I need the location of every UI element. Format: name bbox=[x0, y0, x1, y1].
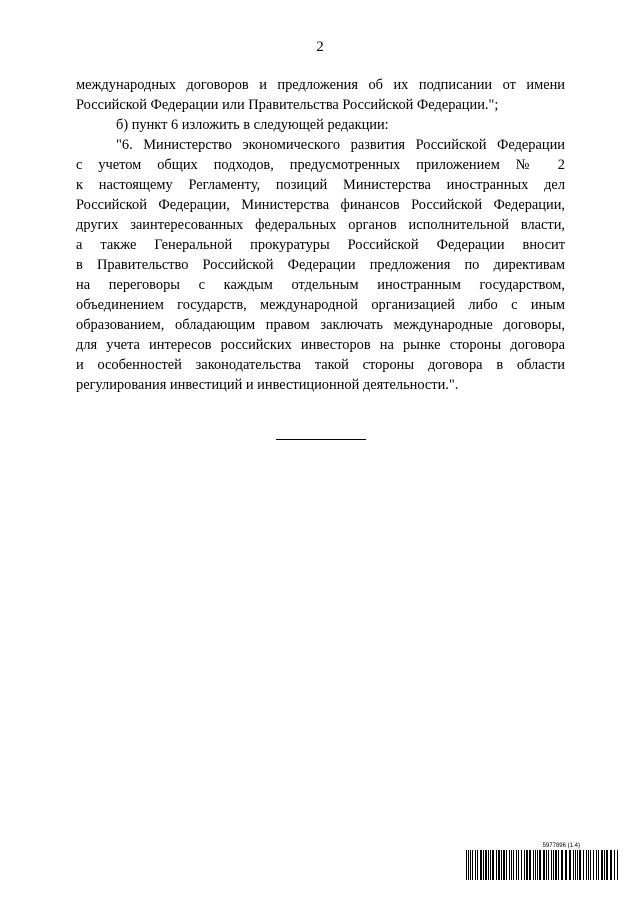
text-line: Российской Федерации или Правительства Российской Федерации."; bbox=[76, 97, 499, 113]
text-line: в Правительство Российской Федерации предложения по директивам bbox=[76, 257, 565, 273]
barcode-block bbox=[466, 843, 618, 880]
text-line: для учета интересов российских инвесторов на рынке стороны договора bbox=[76, 337, 565, 353]
page-number: 2 bbox=[316, 39, 324, 55]
text-line: к настоящему Регламенту, позиций Министерства иностранных дел bbox=[76, 177, 565, 193]
text-line: других заинтересованных федеральных органов исполнительной власти, bbox=[76, 217, 565, 233]
text-line: б) пункт 6 изложить в следующей редакции: bbox=[116, 117, 389, 133]
text-line: "6. Министерство экономического развития Российской Федерации bbox=[116, 137, 565, 153]
barcode-label: 5977896 (1.4) bbox=[542, 843, 580, 849]
text-line: образованием, обладающим правом заключать международные договоры, bbox=[76, 317, 565, 333]
document-body bbox=[76, 75, 565, 395]
text-line: объединением государств, международной организацией либо с иным bbox=[76, 297, 565, 313]
text-line: регулирования инвестиций и инвестиционной деятельности.". bbox=[76, 377, 459, 393]
barcode-icon bbox=[466, 850, 618, 880]
text-line: и особенностей законодательства такой стороны договора в области bbox=[76, 357, 565, 373]
end-separator-line bbox=[276, 439, 366, 440]
text-line: а также Генеральной прокуратуры Российской Федерации вносит bbox=[76, 237, 565, 253]
text-line: на переговоры с каждым отдельным иностранным государством, bbox=[76, 277, 565, 293]
text-line: международных договоров и предложения об их подписании от имени bbox=[76, 77, 565, 93]
text-line: Российской Федерации, Министерства финансов Российской Федерации, bbox=[76, 197, 565, 213]
text-line: с учетом общих подходов, предусмотренных приложением № 2 bbox=[76, 157, 565, 173]
